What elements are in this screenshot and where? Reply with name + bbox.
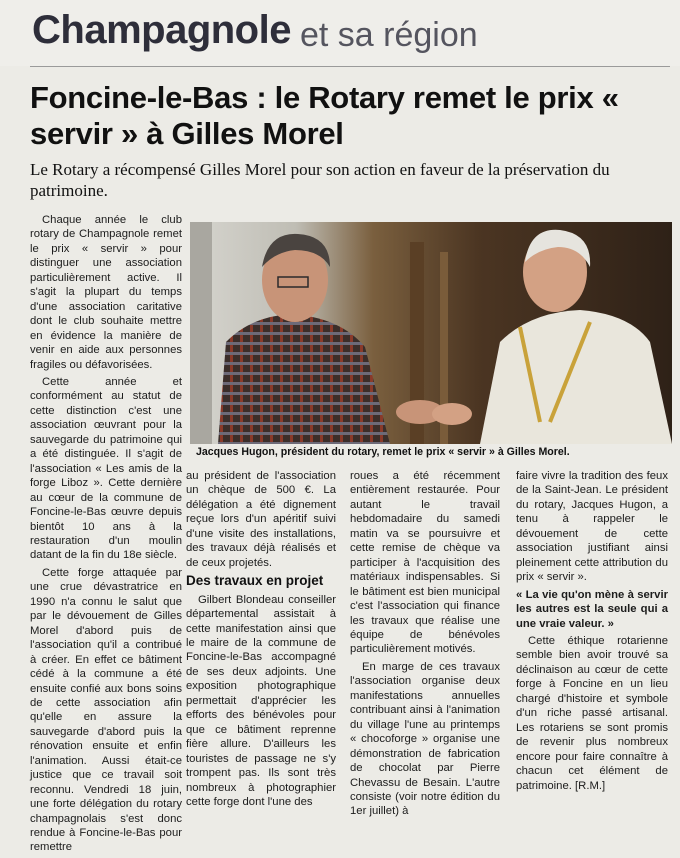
headline: Foncine-le-Bas : le Rotary remet le prix « servir » à Gilles Morel — [30, 80, 619, 151]
article-column-1 — [30, 213, 182, 858]
header-rule — [30, 66, 670, 67]
standfirst: Le Rotary a récompensé Gilles Morel pour son action en faveur de la préservation du patrimoine. — [30, 160, 610, 200]
article-column-4 — [516, 469, 668, 796]
photo-caption: Jacques Hugon, président du rotary, remet le prix « servir » à Gilles Morel. — [196, 446, 570, 458]
pull-quote: « La vie qu'on mène à servir les autres est la seule qui a une vraie valeur. » — [516, 588, 668, 630]
paragraph: faire vivre la tradition des feux de la Saint-Jean. Le président du rotary, Jacques Hugon, a tenu à rappeler le dévouement de cette association justifiant ainsi pleinement cette attribution du prix « servir ». — [516, 470, 668, 584]
paragraph: En marge de ces travaux l'association organise deux manifestations annuelles contribuant ainsi à l'animation du village l'une au printemps « chocoforge » organise une démonstration de fabrication de chocolat par Pierre Chevassu de Besain. L'autre consiste (voir notre édition du 1er juillet) à — [350, 660, 500, 818]
article-column-3 — [350, 469, 500, 822]
photo-illustration — [190, 222, 672, 444]
paragraph: Cette année et conformément au statut de cette distinction c'est une association œuvrant pour la sauvegarde du patrimoine qui a été distinguée. Il s'agit de l'association « Les amis de la forge Liboz ». Cette dernière au cœur de la commune de Foncine-le-Bas œuvre depuis bientôt 10 ans à la restauration d'un moulin datant de la fin du 18e siècle. — [30, 375, 182, 562]
paragraph: Gilbert Blondeau conseiller départemental assistait à cette manifestation ainsi que le maire de la commune de Foncine-le-Bas accompagné de ses deux adjoints. Une exposition photographique permettait d'apprécier les efforts des bénévoles pour que ce bâtiment reprenne fière allure. D'ailleurs les touristes de passage ne s'y trompent pas. Ils sont très nombreux à photographier cette forge dont l'une des — [186, 593, 336, 808]
paragraph: roues a été récemment entièrement restaurée. Pour autant le travail hebdomadaire du samedi matin va se poursuivre et cette remise de chèque va participer à l'acquisition des matériaux indispensables. Si le bâtiment est bien municipal c'est l'association qui finance les travaux que réalise une équipe de bénévoles particulièrement motivés. — [350, 470, 500, 656]
subheading: Des travaux en projet — [186, 573, 324, 589]
section-subtitle: et sa région — [300, 16, 478, 54]
section-header — [0, 0, 680, 66]
article-column-2 — [186, 469, 336, 812]
paragraph: Cette forge attaquée par une crue dévastratrice en 1990 n'a connu le salut que par le dévouement de Gilles Morel d'abord puis de l'association qu'il a contribué à créer. En effet ce bâtiment cédé à la commune a été ensuite confié aux bons soins de cette association afin qu'elle en assure la sauvegarde d'abord puis la rénovation ensuite et enfin l'animation. Aussi était-ce justice que ce travail soit reconnu. Vendredi 18 juin, une forte délégation du rotary champagnolais s'est donc rendue à Foncine-le-Bas pour remettre — [30, 566, 182, 854]
paragraph: Chaque année le club rotary de Champagnole remet le prix « servir » pour distinguer une association particulièrement active. Il s'agit la plupart du temps d'une association caritative dont le club souhaite mettre en évidence la manière de venir en aide aux personnes fragiles ou défavorisées. — [30, 214, 182, 371]
section-title: Champagnole — [32, 8, 291, 52]
article-photo — [190, 222, 672, 444]
paragraph: Cette éthique rotarienne semble bien avoir trouvé sa déclinaison au cœur de cette forge à Foncine en un lieu chargé d'histoire et symbole d'un riche passé artisanal. Les rotariens se sont promis de revenir plus nombreux encore pour faire connaître à chacun cet élément de patrimoine. [R.M.] — [516, 634, 668, 792]
paragraph: au président de l'association un chèque de 500 €. La délégation a été dignement reçue lors d'un apéritif suivi d'une visite des installations, des travaux déjà réalisés et de ceux projetés. — [186, 470, 336, 569]
